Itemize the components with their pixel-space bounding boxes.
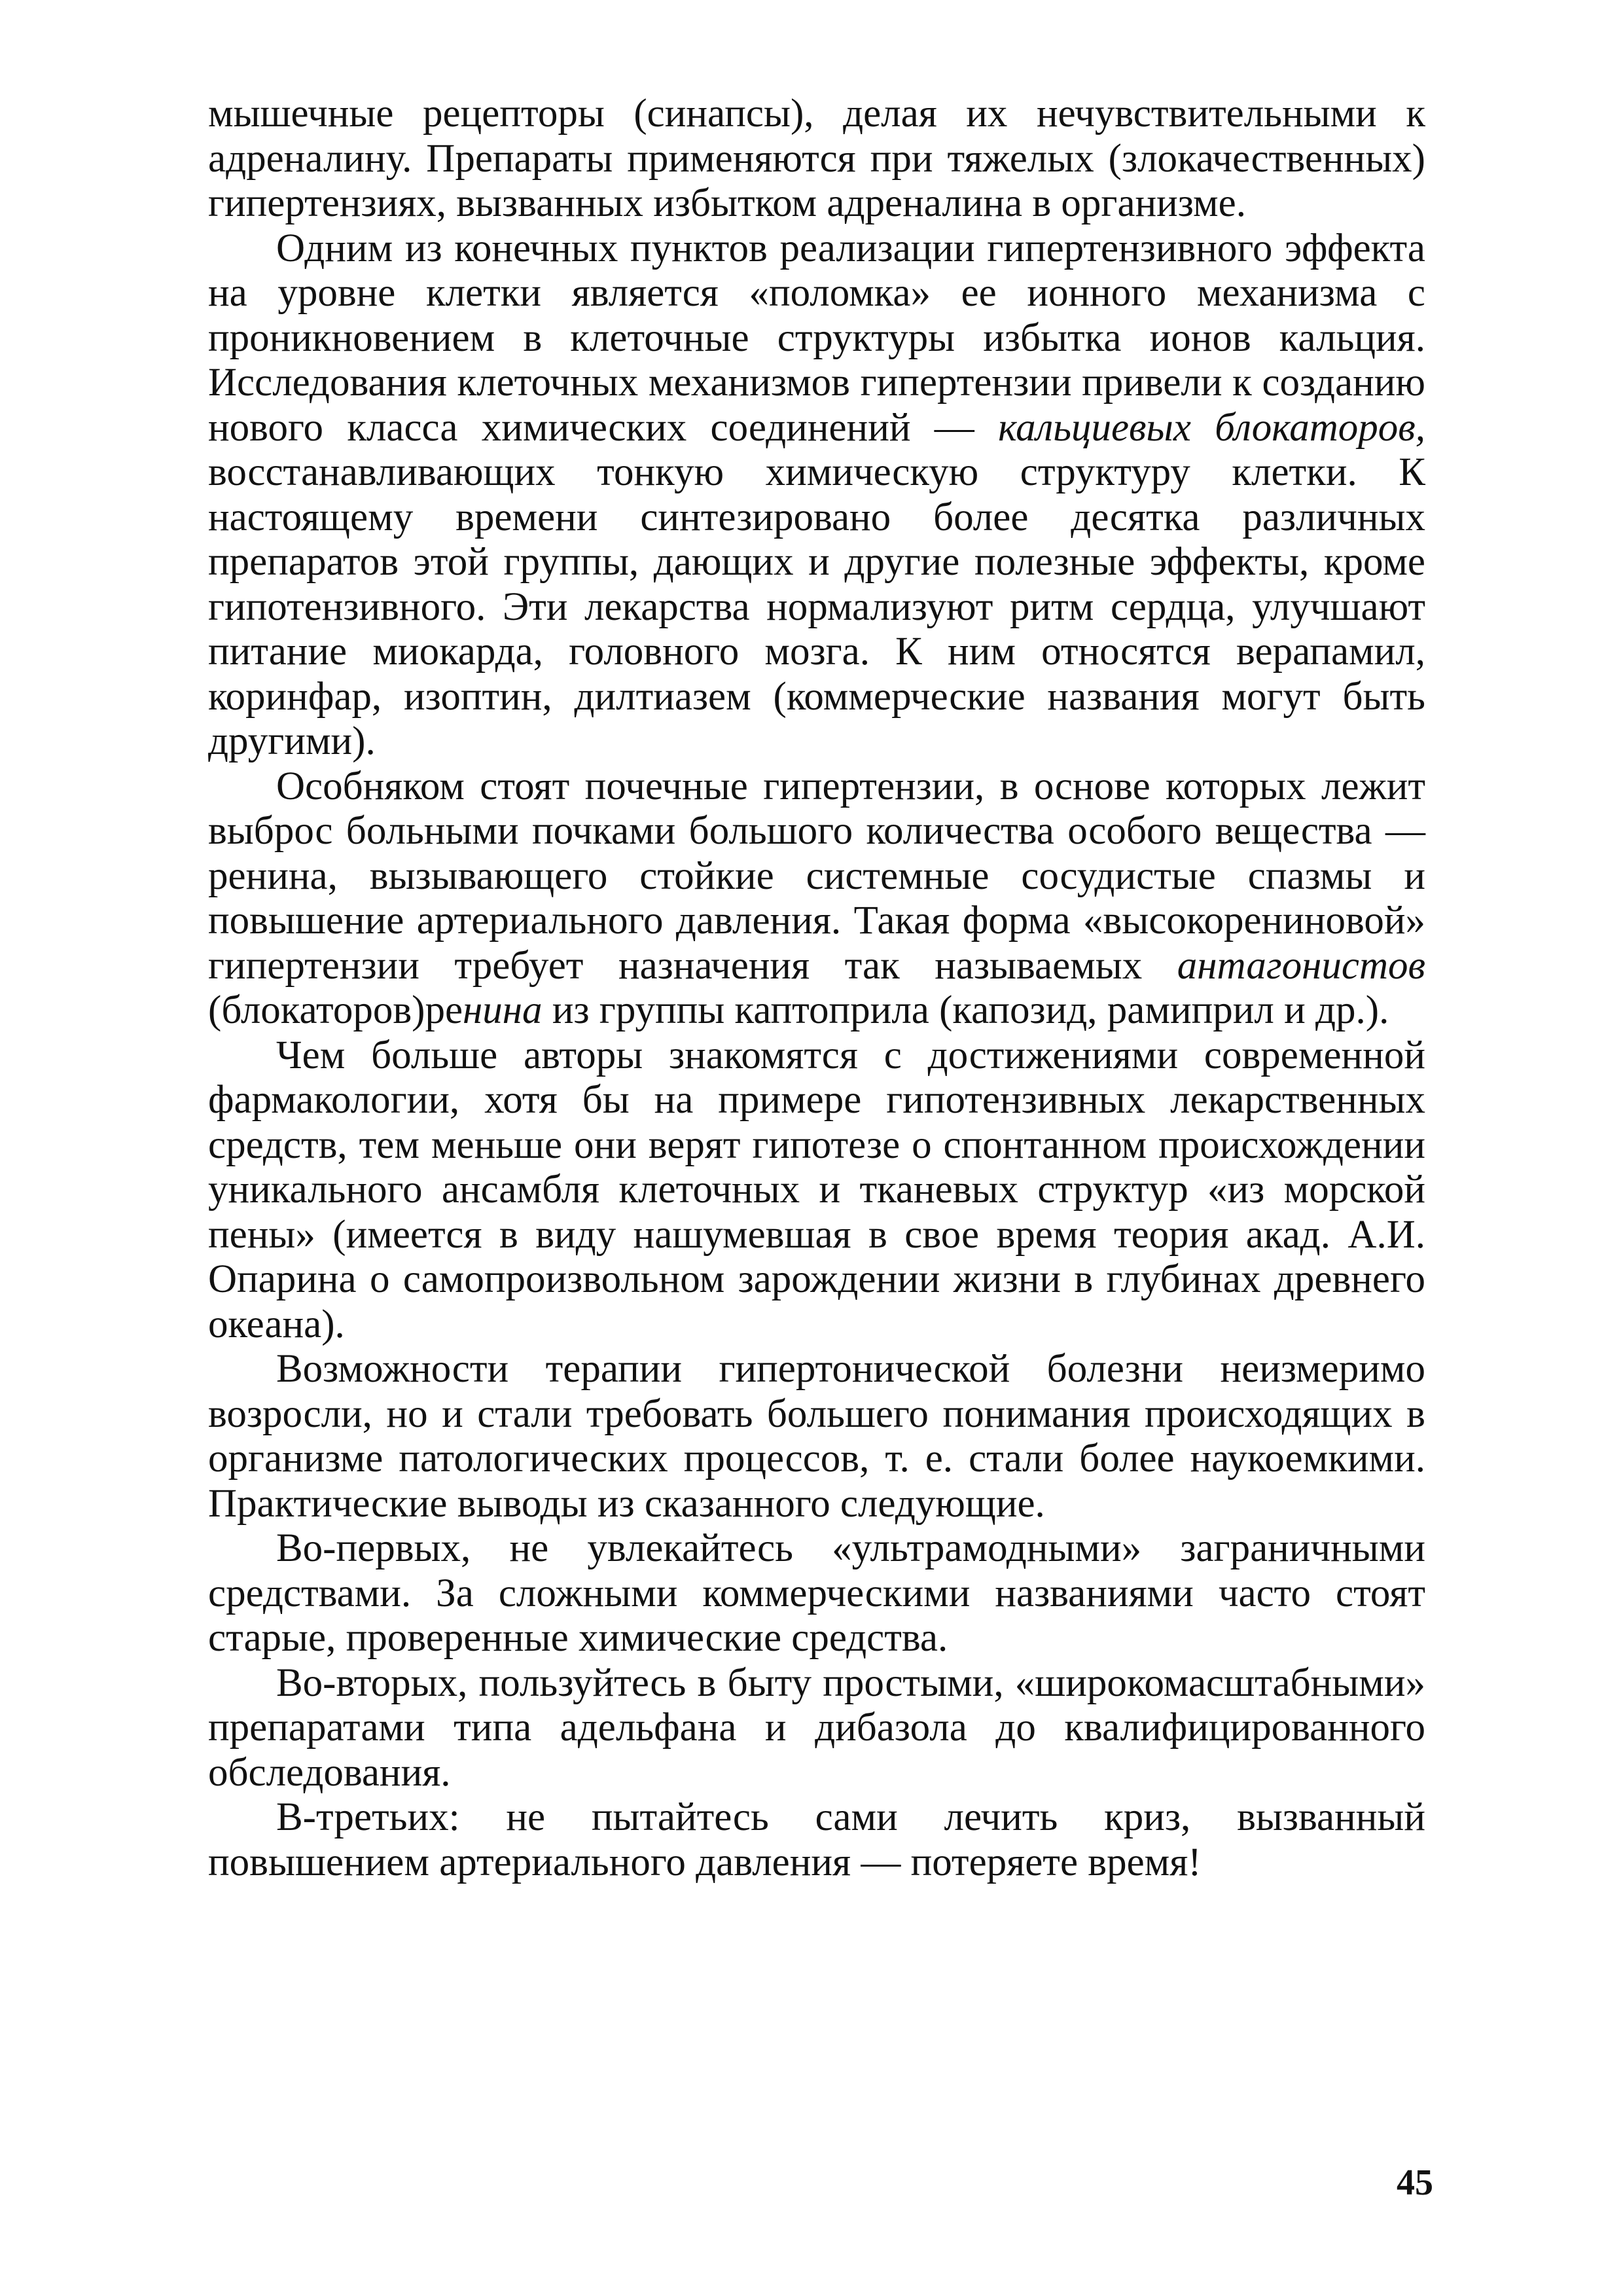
paragraph-text: Одним из конечных пунктов реализации гипертензивного эффекта на уровне клетки является «поломка» ее ионного механизма с проникновением в клеточные структуры избытка ионов кальция. Исследования клеточных механизмов гипертензии привели к созданию нового класса химических соединений — bbox=[208, 226, 1425, 450]
body-text bbox=[208, 92, 1425, 1885]
page-number: 45 bbox=[1397, 2162, 1433, 2203]
paragraph-text: из группы каптоприла (капозид, рамиприл и др.). bbox=[542, 988, 1389, 1032]
paragraph-first-advice: Во-первых, не увлекайтесь «ультрамодными» заграничными средствами. За сложными коммерческими названиями часто стоят старые, проверенные химические средства. bbox=[208, 1526, 1425, 1660]
italic-term: кальциевых блокаторов, bbox=[998, 405, 1425, 450]
paragraph-text: Особняком стоят почечные гипертензии, в основе которых лежит выброс больными почками большого количества особого вещества — ренина, вызывающего стойкие системные сосудистые спазмы и повышение артериального давления. Такая форма «высокорениновой» гипертензии требует назначения так называемых bbox=[208, 764, 1425, 988]
paragraph-third-advice: В-третьих: не пытайтесь сами лечить криз, вызванный повышением артериального давления — потеряете время! bbox=[208, 1795, 1425, 1884]
paragraph-text: (блокаторов)ре bbox=[208, 988, 463, 1032]
italic-term: антагонистов bbox=[1177, 943, 1425, 988]
paragraph-continuation: мышечные рецепторы (синапсы), делая их нечувствительными к адреналину. Препараты применяются при тяжелых (злокачественных) гипертензиях, вызванных избытком адреналина в организме. bbox=[208, 92, 1425, 225]
paragraph-renal-hypertension bbox=[208, 764, 1425, 1033]
paragraph-second-advice: Во-вторых, пользуйтесь в быту простыми, «широкомасштабными» препаратами типа адельфана и дибазола до квалифицированного обследования. bbox=[208, 1660, 1425, 1795]
paragraph-calcium-blockers bbox=[208, 226, 1425, 764]
paragraph-text: восстанавливающих тонкую химическую структуру клетки. К настоящему времени синтезировано более десятка различных препаратов этой группы, дающих и другие полезные эффекты, кроме гипотензивного. Эти лекарства нормализуют ритм сердца, улучшают питание миокарда, головного мозга. К ним относятся верапамил, коринфар, изоптин, дилтиазем (коммерческие названия могут быть другими). bbox=[208, 450, 1425, 763]
italic-term: нина bbox=[463, 988, 543, 1032]
paragraph-pharmacology: Чем больше авторы знакомятся с достижениями современной фармакологии, хотя бы на примере гипотензивных лекарственных средств, тем меньше они верят гипотезе о спонтанном происхождении уникального ансамбля клеточных и тканевых структур «из морской пены» (имеется в виду нашумевшая в свое время теория акад. А.И. Опарина о самопроизвольном зарождении жизни в глубинах древнего океана). bbox=[208, 1033, 1425, 1346]
paragraph-therapy: Возможности терапии гипертонической болезни неизмеримо возросли, но и стали требовать большего понимания происходящих в организме патологических процессов, т. е. стали более наукоемкими. Практические выводы из сказанного следующие. bbox=[208, 1347, 1425, 1526]
